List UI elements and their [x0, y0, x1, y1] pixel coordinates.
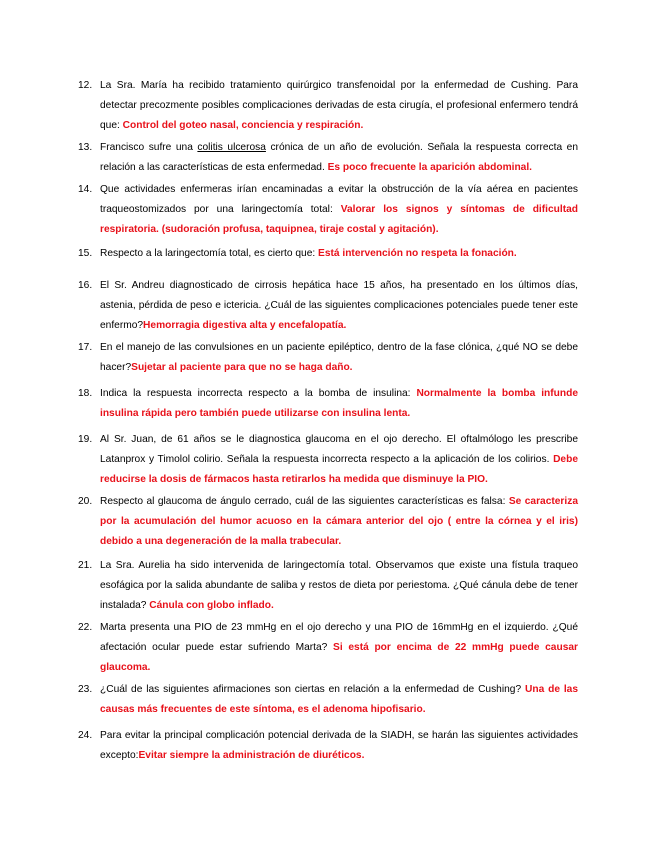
question-number: 23. — [78, 684, 93, 695]
question-stem: Respecto a la laringectomía total, es cierto que: — [100, 248, 319, 259]
answer-text: Una de las causas más frecuentes de este síntoma, es el adenoma hipofisario. — [100, 684, 579, 715]
question-22 — [78, 618, 578, 678]
question-18 — [78, 384, 578, 424]
question-number: 12. — [78, 80, 93, 91]
question-19 — [78, 430, 578, 490]
question-text — [100, 244, 578, 264]
question-17 — [78, 338, 578, 378]
question-stem-post: crónica de un año de evolución. Señala la respuesta correcta en relación a las características de esta enfermedad. — [100, 142, 578, 173]
question-24 — [78, 726, 578, 766]
question-text — [100, 338, 578, 378]
answer-text: Es poco frecuente la aparición abdominal. — [327, 162, 533, 173]
question-stem: ¿Cuál de las siguientes afirmaciones son ciertas en relación a la enfermedad de Cushing? — [100, 684, 525, 695]
question-stem: Respecto al glaucoma de ángulo cerrado, cuál de las siguientes características es falsa: — [100, 496, 509, 507]
question-number: 22. — [78, 622, 93, 633]
answer-text: Control del goteo nasal, conciencia y respiración. — [122, 120, 364, 131]
question-text — [100, 180, 578, 240]
question-text — [100, 276, 578, 336]
answer-text: Debe reducirse la dosis de fármacos hasta retirarlos ha medida que disminuye la PIO. — [100, 454, 578, 485]
question-text — [100, 556, 578, 616]
question-number: 16. — [78, 280, 93, 291]
question-number: 13. — [78, 142, 93, 153]
question-stem: Al Sr. Juan, de 61 años se le diagnostica glaucoma en el ojo derecho. El oftalmólogo les prescribe Latanprox y Timolol colirio. Señala la respuesta incorrecta respecto a la aplicación de los colirios. — [100, 434, 578, 465]
question-text — [100, 680, 578, 720]
question-stem: Indica la respuesta incorrecta respecto a la bomba de insulina: — [100, 388, 417, 399]
answer-text: Cánula con globo inflado. — [149, 600, 274, 611]
answer-text: Hemorragia digestiva alta y encefalopatía. — [143, 320, 347, 331]
question-13 — [78, 138, 578, 178]
question-14 — [78, 180, 578, 240]
question-16 — [78, 276, 578, 336]
question-number: 18. — [78, 388, 93, 399]
question-number: 15. — [78, 248, 93, 259]
question-text — [100, 618, 578, 678]
answer-text: Evitar siempre la administración de diuréticos. — [138, 750, 365, 761]
question-stem: En el manejo de las convulsiones en un paciente epiléptico, dentro de la fase clónica, ¿qué NO se debe hacer? — [100, 342, 578, 373]
question-stem: Que actividades enfermeras irían encaminadas a evitar la obstrucción de la vía aérea en pacientes traqueostomizados por una laringectomía total: — [100, 184, 578, 215]
answer-text: Está intervención no respeta la fonación. — [318, 248, 517, 259]
question-text — [100, 726, 578, 766]
question-text — [100, 138, 578, 178]
question-stem: Marta presenta una PIO de 23 mmHg en el ojo derecho y una PIO de 16mmHg en el izquierdo. ¿Qué afectación ocular puede estar sufriendo Marta? — [100, 622, 578, 653]
answer-text: Si está por encima de 22 mmHg puede causar glaucoma. — [100, 642, 578, 673]
question-text — [100, 76, 578, 136]
question-text — [100, 384, 578, 424]
question-stem: La Sra. María ha recibido tratamiento quirúrgico transfenoidal por la enfermedad de Cushing. Para detectar precozmente posibles complicaciones derivadas de esta cirugía, el profesional enfermero tendrá que: — [100, 80, 578, 131]
question-20 — [78, 492, 578, 552]
question-15 — [78, 244, 578, 264]
question-text — [100, 492, 578, 552]
question-21 — [78, 556, 578, 616]
question-number: 14. — [78, 184, 93, 195]
answer-text: Se caracteriza por la acumulación del humor acuoso en la cámara anterior del ojo ( entre la córnea y el iris) debido a una degeneración de la malla trabecular. — [100, 496, 578, 547]
answer-text: Normalmente la bomba infunde insulina rápida pero también puede utilizarse con insulina lenta. — [100, 388, 579, 419]
question-stem-pre: Francisco sufre una — [100, 142, 198, 153]
question-number: 19. — [78, 434, 93, 445]
answer-text: Valorar los signos y síntomas de dificultad respiratoria. (sudoración profusa, taquipnea, tiraje costal y agitación). — [100, 204, 578, 235]
question-12 — [78, 76, 578, 136]
question-stem: Para evitar la principal complicación potencial derivada de la SIADH, se harán las siguientes actividades excepto: — [100, 730, 578, 761]
question-number: 20. — [78, 496, 93, 507]
question-number: 17. — [78, 342, 93, 353]
answer-text: Sujetar al paciente para que no se haga daño. — [131, 362, 353, 373]
question-stem: La Sra. Aurelia ha sido intervenida de laringectomía total. Observamos que existe una fístula traqueo esofágica por la salida abundante de saliba y restos de dieta por periestoma. ¿Qué cánula debe de tener instalada? — [100, 560, 578, 611]
question-number: 24. — [78, 730, 93, 741]
question-stem: El Sr. Andreu diagnosticado de cirrosis hepática hace 15 años, ha presentado en los últimos días, astenia, pérdida de peso e ictericia. ¿Cuál de las siguientes complicaciones potenciales puede tener este enfermo? — [100, 280, 578, 331]
question-number: 21. — [78, 560, 93, 571]
question-text — [100, 430, 578, 490]
question-23 — [78, 680, 578, 720]
underlined-term: colitis ulcerosa — [197, 142, 266, 153]
